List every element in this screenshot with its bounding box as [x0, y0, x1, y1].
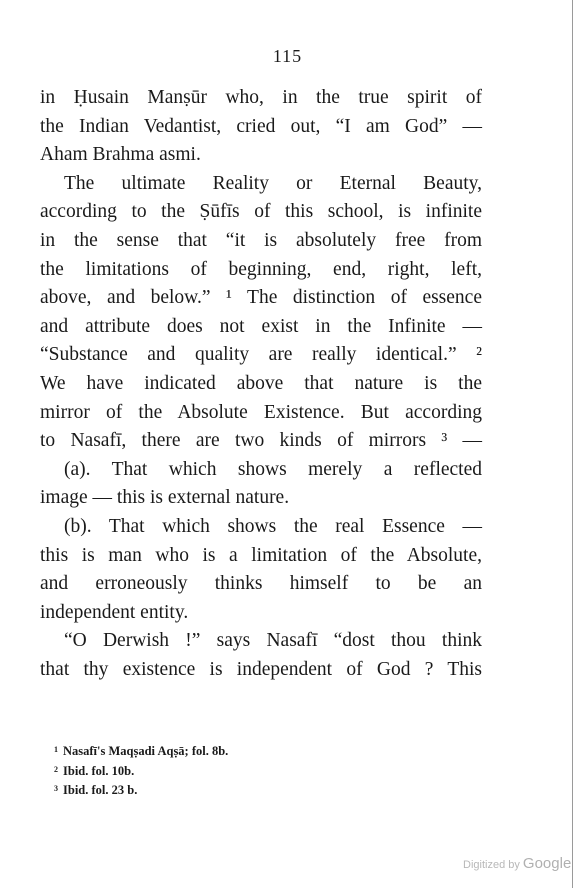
text-line: that thy existence is independent of God ? This	[40, 658, 482, 680]
footnote-mark: 3	[54, 784, 58, 793]
text-line: to Nasafī, there are two kinds of mirrors ³ —	[40, 430, 482, 452]
paragraph-4	[40, 513, 482, 627]
footnote-text: Ibid. fol. 23 b.	[63, 783, 138, 797]
text-line: “Substance and quality are really identical.” ²	[40, 344, 482, 366]
text-line: this is man who is a limitation of the Absolute,	[40, 544, 482, 566]
text-line: according to the Ṣūfīs of this school, is infinite	[40, 201, 482, 223]
footnotes	[54, 741, 228, 800]
page-edge	[572, 0, 573, 888]
text-line: above, and below.” ¹ The distinction of essence	[40, 287, 482, 309]
footnote-mark: 2	[54, 764, 58, 774]
text-line: and attribute does not exist in the Infinite —	[40, 315, 482, 337]
text-line: image — this is external nature.	[40, 487, 290, 509]
text-line: (a). That which shows merely a reflected	[64, 458, 482, 480]
text-line: and erroneously thinks himself to be an	[40, 573, 482, 595]
text-line: mirror of the Absolute Existence. But according	[40, 401, 482, 423]
text-line: (b). That which shows the real Essence —	[64, 515, 482, 537]
text-line: the Indian Vedantist, cried out, “I am God” —	[40, 115, 482, 137]
paragraph-2	[40, 170, 482, 456]
text-line: independent entity.	[40, 601, 189, 623]
page-number: 115	[272, 46, 303, 66]
footnote-1	[54, 741, 228, 761]
paragraph-5	[40, 627, 482, 684]
text-line: Aham Brahma asmi.	[40, 144, 201, 166]
paragraph-3	[40, 456, 482, 513]
text-line: in Ḥusain Manṣūr who, in the true spirit of	[40, 87, 482, 108]
text-line: the limitations of beginning, end, right, left,	[40, 258, 482, 280]
footnote-text: Ibid. fol. 10b.	[63, 763, 135, 778]
text-line: We have indicated above that nature is the	[40, 372, 482, 394]
watermark-prefix: Digitized by	[463, 859, 520, 871]
text-line: The ultimate Reality or Eternal Beauty,	[64, 172, 482, 194]
footnote-mark: 1	[54, 745, 58, 754]
paragraph-1	[40, 84, 482, 170]
watermark-brand: Google	[522, 855, 572, 872]
text-line: “O Derwish !” says Nasafī “dost thou think	[64, 630, 482, 652]
footnote-3	[54, 780, 228, 800]
google-watermark	[463, 855, 571, 872]
footnote-2	[54, 761, 228, 781]
footnote-text: Nasafī's Maqṣadi Aqṣā; fol. 8b.	[63, 744, 229, 758]
body-text	[40, 84, 482, 684]
text-line: in the sense that “it is absolutely free from	[40, 229, 482, 251]
